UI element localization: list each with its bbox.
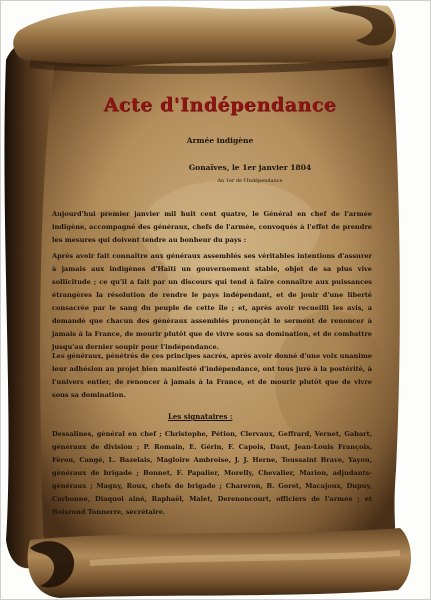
paragraph-2: Après avoir fait connaître aux généraux assemblés ses véritables intentions d'assurer à jamais aux indigènes d'Haïti un gouvernement stable, objet de sa plus vive sollicitude ; ce qu'il a fait par un discours qui tend à faire connaître aux puissances étrangères la résolution de rendre le pays indépendant, et de jouir d'une liberté consacrée par le sang du peuple de cette île ; et, après avoir recueilli les avis, a demandé que chacun des généraux assemblés prononçât le serment de renoncer à jamais à la France, de mourir plutôt que de vivre sous sa domination, et de combattre jusqu'au dernier soupir pour l'indépendance. [52, 252, 372, 351]
paragraph-1: Aujourd'hui premier janvier mil huit cent quatre, le Général en chef de l'armée indigène, accompagné des généraux, chefs de l'armée, convoqués à l'effet de prendre les mesures qui doivent tendre au bonheur du pays : [52, 210, 372, 244]
document-subtitle: Armée indigène [186, 136, 254, 145]
signatories-heading: Les signataires : [168, 412, 233, 421]
signatories-list: Dessalines, général en chef ; Christophe, Pétion, Clervaux, Geffrard, Vernet, Gabart, généraux de division ; P. Romain, E. Gérin, F. Capois, Daut, Jean-Louis François, Férou, Cangé, L. Bazelais, Magloire Ambroise, J. J. Herne, Toussaint Brave, Yayou, généraux de brigade ; Bonnet, F. Papalier, Morelly, Chevalier, Marion, adjudants-généraux ; Magny, Roux, chefs de brigade ; Chareron, B. Goret, Macajoux, Dupuy, Carbonne, Diaquoi aîné, Raphaël, Malet, Derenoncourt, officiers de l'armée ; et Boisrond Tonnerre, secrétaire. [52, 430, 372, 516]
document-title: Acte d'Indépendance [103, 94, 337, 116]
place-date: Gonaïves, le 1er janvier 1804 [188, 163, 312, 172]
year-caption: An 1er de l'Indépendance [217, 178, 283, 184]
paragraph-3: Les généraux, pénétrés de ces principes sacrés, après avoir donné d'une voix unanime leur adhésion au projet bien manifesté d'indépendance, ont tous juré à la postérité, à l'univers entier, de renoncer à jamais à la France, et de mourir plutôt que de vivre sous sa domination. [52, 352, 372, 399]
